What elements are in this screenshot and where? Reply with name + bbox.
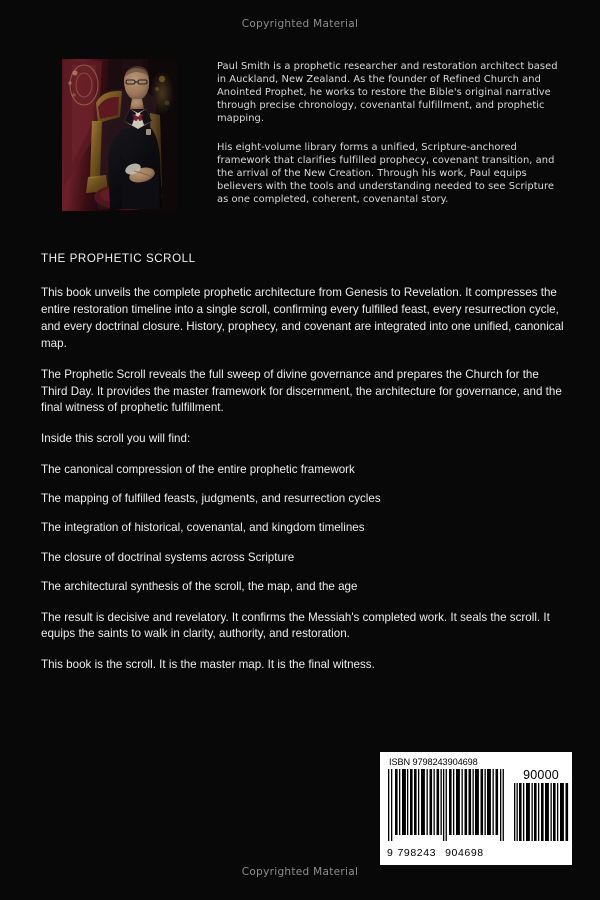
isbn-digit-group-2: 904698 [445,847,484,859]
book-title: THE PROPHETIC SCROLL [41,252,196,265]
author-bio-paragraph-2: His eight-volume library forms a unified, Scripture-anchored framework that clarifies fulfilled prophecy, covenant transition, and the arrival of the New Creation. Through his work, Paul equips believers with the tools and understanding needed to see Scripture as one completed, coherent, covenantal story. [217,142,555,205]
addon5-bars [513,783,569,841]
feature-list-item: The closure of doctrinal systems across Scripture [41,550,295,564]
copyright-notice-bottom: Copyrighted Material [241,866,359,878]
isbn-label: ISBN 9798243904698 [389,757,478,767]
author-portrait-image [62,59,177,211]
description-paragraph-3: The result is decisive and revelatory. It confirms the Messiah's completed work. It seals the scroll. It equips the saints to walk in clarity, authority, and restoration. [41,610,550,641]
price-addon-barcode [513,769,569,846]
isbn-digits [387,847,565,859]
author-photo [62,59,177,211]
feature-list-item: The canonical compression of the entire prophetic framework [41,463,355,477]
price-code-label: 90000 [523,768,559,782]
feature-list-item: The architectural synthesis of the scroll, the map, and the age [41,579,358,593]
feature-list [41,462,566,595]
ean13-barcode [387,769,505,846]
isbn-digit-group-1: 798243 [397,847,437,859]
isbn-digit-lead: 9 [387,847,394,859]
author-bio-paragraph-1: Paul Smith is a prophetic researcher and restoration architect based in Auckland, New Zealand. As the founder of Refined Church and Anointed Prophet, he works to restore the Bible's original narrative through precise chronology, covenantal fulfillment, and prophetic mapping. [217,61,558,124]
feature-list-item: The mapping of fulfilled feasts, judgments, and resurrection cycles [41,492,381,506]
feature-list-intro: Inside this scroll you will find: [41,432,191,446]
isbn-barcode-block [380,752,572,865]
author-bio [217,60,558,206]
barcode-row [387,769,565,846]
description-paragraph-2: The Prophetic Scroll reveals the full sweep of divine governance and prepares the Church for the Third Day. It provides the master framework for discernment, the architecture for governance, and the final witness of prophetic fulfillment. [41,367,562,415]
description-paragraph-1: This book unveils the complete prophetic architecture from Genesis to Revelation. It compresses the entire restoration timeline into a single scroll, confirming every fulfilled feast, every resurrection cycle, and every doctrinal closure. History, prophecy, and covenant are integrated into one unified, canonical map. [41,286,564,350]
book-description [41,252,566,674]
description-paragraph-4: This book is the scroll. It is the master map. It is the final witness. [41,658,375,672]
ean13-bars [387,769,505,841]
copyright-notice-top: Copyrighted Material [241,18,359,30]
author-block [0,59,600,219]
feature-list-item: The integration of historical, covenantal, and kingdom timelines [41,521,365,535]
